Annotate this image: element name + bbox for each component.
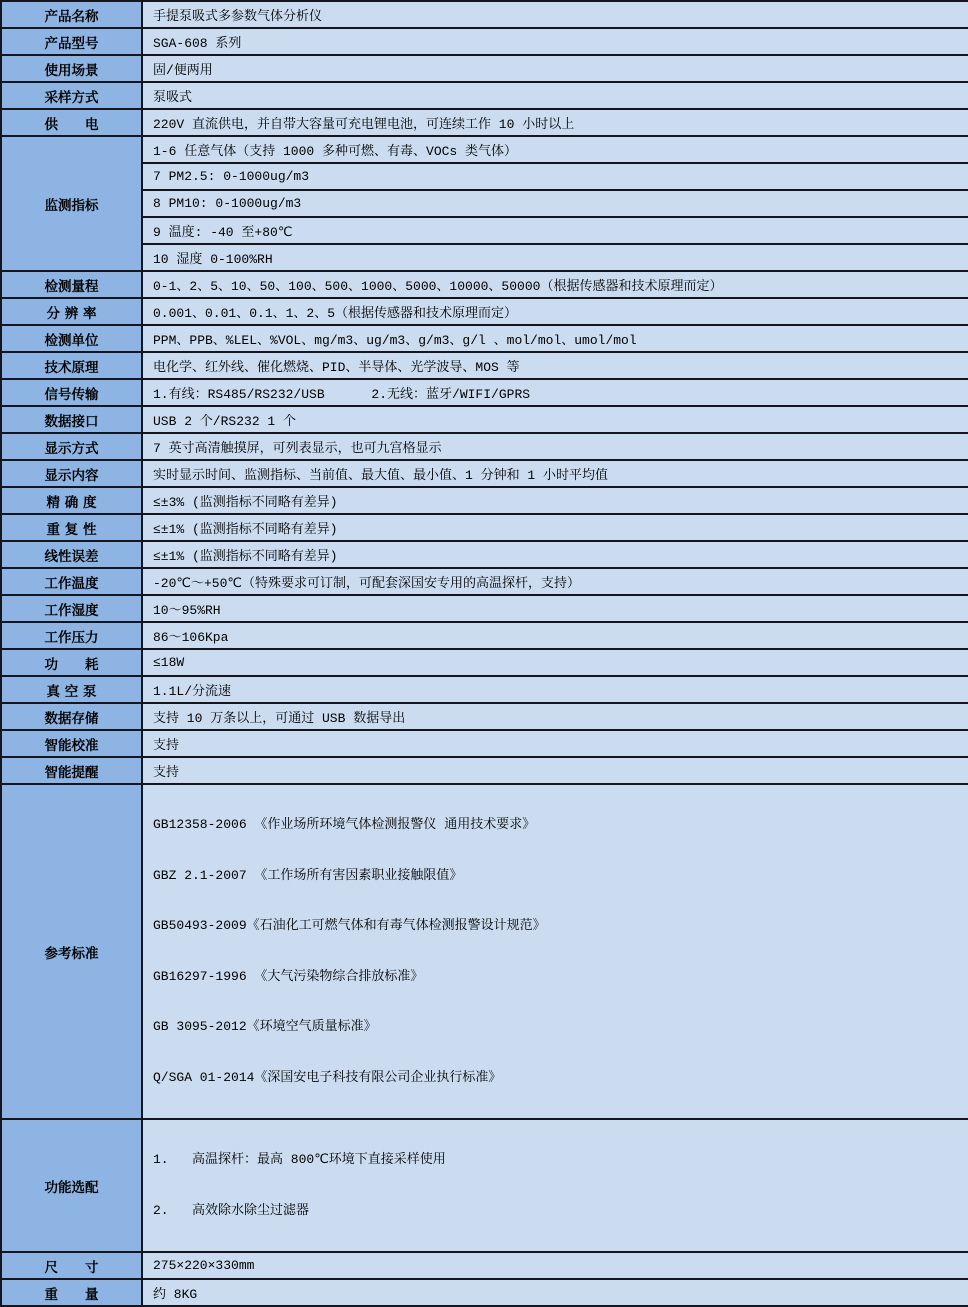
- row-value: 泵吸式: [142, 82, 968, 109]
- row-label: 产品名称: [1, 1, 142, 28]
- ref-standard-5: GB 3095-2012《环境空气质量标准》: [153, 1019, 377, 1034]
- row-reference-standards: [1, 784, 968, 1119]
- row-value: 支持: [142, 757, 968, 784]
- row-value: 支持: [142, 730, 968, 757]
- row-label: 数据接口: [1, 406, 142, 433]
- row-display-mode: [1, 433, 968, 460]
- row-display-content: [1, 460, 968, 487]
- row-label: 信号传输: [1, 379, 142, 406]
- row-label: 精 确 度: [1, 487, 142, 514]
- optional-feature-1: 1. 高温探杆：最高 800℃环境下直接采样使用: [153, 1152, 446, 1167]
- row-value: ≤±3% (监测指标不同略有差异): [142, 487, 968, 514]
- row-value: 10～95%RH: [142, 595, 968, 622]
- row-value: -20℃～+50℃（特殊要求可订制，可配套深国安专用的高温探杆，支持）: [142, 568, 968, 595]
- row-value: 0.001、0.01、0.1、1、2、5（根据传感器和技术原理而定）: [142, 298, 968, 325]
- row-value: ≤±1% (监测指标不同略有差异): [142, 514, 968, 541]
- row-label: 检测单位: [1, 325, 142, 352]
- row-smart-calibration: [1, 730, 968, 757]
- row-value: 1.有线：RS485/RS232/USB 2.无线：蓝牙/WIFI/GPRS: [142, 379, 968, 406]
- row-label: 监测指标: [1, 136, 142, 271]
- ref-standard-4: GB16297-1996 《大气污染物综合排放标准》: [153, 968, 424, 984]
- row-smart-reminder: [1, 757, 968, 784]
- row-label: 显示内容: [1, 460, 142, 487]
- row-label: 产品型号: [1, 28, 142, 55]
- row-monitoring-indicators: [1, 163, 968, 190]
- row-label: 工作压力: [1, 622, 142, 649]
- row-value: SGA-608 系列: [142, 28, 968, 55]
- row-value: USB 2 个/RS232 1 个: [142, 406, 968, 433]
- ref-standard-3: GB50493-2009《石油化工可燃气体和有毒气体检测报警设计规范》: [153, 918, 546, 933]
- row-label: 数据存储: [1, 703, 142, 730]
- row-label: 智能提醒: [1, 757, 142, 784]
- row-label: 采样方式: [1, 82, 142, 109]
- row-product-name: [1, 1, 968, 28]
- row-value: 支持 10 万条以上，可通过 USB 数据导出: [142, 703, 968, 730]
- row-dimensions: [1, 1252, 968, 1279]
- row-monitoring-indicators: [1, 217, 968, 244]
- row-label: 技术原理: [1, 352, 142, 379]
- row-value: 220V 直流供电，并自带大容量可充电锂电池，可连续工作 10 小时以上: [142, 109, 968, 136]
- row-value: 275×220×330mm: [142, 1252, 968, 1279]
- row-value: 实时显示时间、监测指标、当前值、最大值、最小值、1 分钟和 1 小时平均值: [142, 460, 968, 487]
- row-label: 工作湿度: [1, 595, 142, 622]
- row-label: 参考标准: [1, 784, 142, 1119]
- row-value: 手提泵吸式多参数气体分析仪: [142, 1, 968, 28]
- monitoring-indicator-2: 7 PM2.5: 0-1000ug/m3: [142, 163, 968, 190]
- row-value: [142, 1119, 968, 1252]
- row-detection-range: [1, 271, 968, 298]
- row-linearity-error: [1, 541, 968, 568]
- row-resolution: [1, 298, 968, 325]
- row-value: [142, 784, 968, 1119]
- row-label: 功 耗: [1, 649, 142, 676]
- row-label: 尺 寸: [1, 1252, 142, 1279]
- row-data-storage: [1, 703, 968, 730]
- ref-standard-2: GBZ 2.1-2007 《工作场所有害因素职业接触限值》: [153, 867, 463, 883]
- row-label: 显示方式: [1, 433, 142, 460]
- ref-standard-1: GB12358-2006 《作业场所环境气体检测报警仪 通用技术要求》: [153, 817, 536, 832]
- row-optional-features: [1, 1119, 968, 1252]
- row-label: 真 空 泵: [1, 676, 142, 703]
- row-sampling-method: [1, 82, 968, 109]
- monitoring-indicator-1: 1-6 任意气体（支持 1000 多种可燃、有毒、VOCs 类气体）: [142, 136, 968, 163]
- row-repeatability: [1, 514, 968, 541]
- row-value: ≤±1% (监测指标不同略有差异): [142, 541, 968, 568]
- row-label: 功能选配: [1, 1119, 142, 1252]
- row-working-humidity: [1, 595, 968, 622]
- row-vacuum-pump: [1, 676, 968, 703]
- row-label: 使用场景: [1, 55, 142, 82]
- monitoring-indicator-3: 8 PM10: 0-1000ug/m3: [142, 190, 968, 217]
- row-working-temperature: [1, 568, 968, 595]
- row-technical-principle: [1, 352, 968, 379]
- row-label: 供 电: [1, 109, 142, 136]
- row-label: 检测量程: [1, 271, 142, 298]
- row-value: 约 8KG: [142, 1279, 968, 1306]
- row-label: 智能校准: [1, 730, 142, 757]
- row-label: 线性误差: [1, 541, 142, 568]
- row-label: 分 辨 率: [1, 298, 142, 325]
- row-value: 固/便两用: [142, 55, 968, 82]
- row-data-interface: [1, 406, 968, 433]
- monitoring-indicator-4: 9 温度: -40 至+80℃: [142, 217, 968, 244]
- row-product-model: [1, 28, 968, 55]
- row-value: ≤18W: [142, 649, 968, 676]
- row-value: 1.1L/分流速: [142, 676, 968, 703]
- row-power-supply: [1, 109, 968, 136]
- optional-feature-2: 2. 高效除水除尘过滤器: [153, 1202, 310, 1218]
- row-label: 重 量: [1, 1279, 142, 1306]
- row-value: 电化学、红外线、催化燃烧、PID、半导体、光学波导、MOS 等: [142, 352, 968, 379]
- row-signal-transmission: [1, 379, 968, 406]
- row-usage-scenario: [1, 55, 968, 82]
- row-value: PPM、PPB、%LEL、%VOL、mg/m3、ug/m3、g/m3、g/l 、mol/mol、umol/mol: [142, 325, 968, 352]
- row-monitoring-indicators: [1, 244, 968, 271]
- row-value: 7 英寸高清触摸屏，可列表显示，也可九宫格显示: [142, 433, 968, 460]
- ref-standard-6: Q/SGA 01-2014《深国安电子科技有限公司企业执行标准》: [153, 1069, 502, 1085]
- row-value: 86～106Kpa: [142, 622, 968, 649]
- row-weight: [1, 1279, 968, 1306]
- row-label: 工作温度: [1, 568, 142, 595]
- monitoring-indicator-5: 10 湿度 0-100%RH: [142, 244, 968, 271]
- row-label: 重 复 性: [1, 514, 142, 541]
- row-monitoring-indicators: [1, 190, 968, 217]
- row-value: 0-1、2、5、10、50、100、500、1000、5000、10000、50000（根据传感器和技术原理而定）: [142, 271, 968, 298]
- row-working-pressure: [1, 622, 968, 649]
- row-monitoring-indicators: [1, 136, 968, 163]
- row-accuracy: [1, 487, 968, 514]
- row-power-consumption: [1, 649, 968, 676]
- row-detection-unit: [1, 325, 968, 352]
